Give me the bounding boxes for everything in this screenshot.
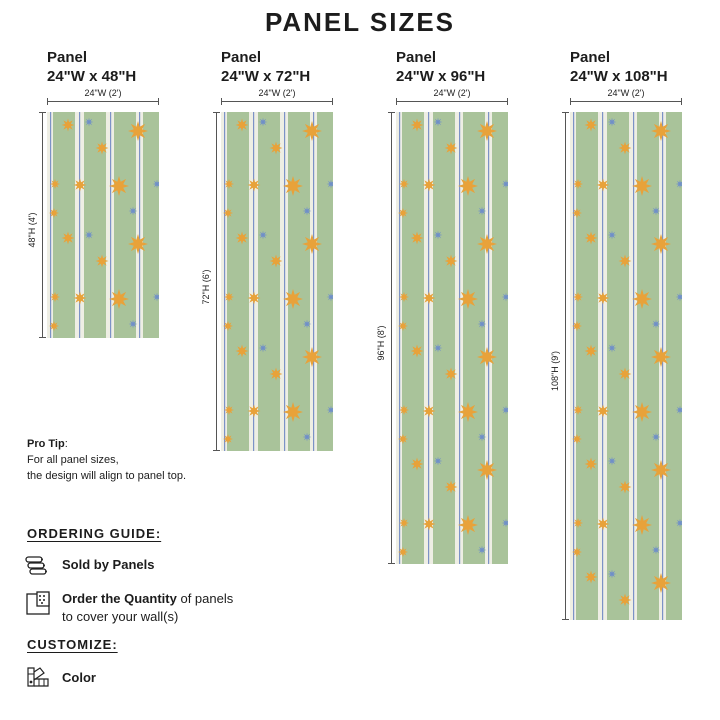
blue-star	[303, 320, 312, 329]
blue-star	[259, 231, 268, 240]
orange-star	[398, 321, 408, 331]
green-stripe	[227, 112, 249, 451]
orange-star	[74, 179, 87, 192]
panel-1-height-dimension	[27, 112, 45, 338]
panel-4-width-label: 24"W (2')	[607, 88, 645, 98]
blue-star	[608, 570, 617, 579]
blue-star	[608, 344, 617, 353]
orange-star	[458, 176, 478, 196]
orange-star	[632, 402, 652, 422]
orange-star	[411, 345, 424, 358]
panel-2-heading	[221, 48, 310, 86]
blue-pinstripe	[253, 112, 254, 451]
orange-star	[445, 481, 458, 494]
orange-star	[236, 119, 249, 132]
order-quantity-line-2: to cover your wall(s)	[62, 609, 179, 624]
panel-1-width-label: 24"W (2')	[84, 88, 122, 98]
blue-pinstripe	[488, 112, 489, 564]
orange-star	[248, 292, 261, 305]
panel-1-pattern	[47, 112, 159, 338]
panel-3-width-dimension	[396, 90, 508, 104]
blue-pinstripe	[50, 112, 51, 338]
panel-2-width-label: 24"W (2')	[258, 88, 296, 98]
orange-star	[399, 179, 409, 189]
blue-star	[434, 231, 443, 240]
blue-pinstripe	[399, 112, 400, 564]
orange-star	[270, 142, 283, 155]
orange-star	[423, 405, 436, 418]
orange-star	[572, 547, 582, 557]
panel-4-size: 24"W x 108"H	[570, 68, 668, 85]
orange-star	[96, 255, 109, 268]
orange-star	[398, 208, 408, 218]
blue-pinstripe	[459, 112, 460, 564]
color-swatch-icon	[24, 664, 52, 694]
pro-tip: Pro Tip: For all panel sizes, the design will align to panel top.	[27, 438, 186, 482]
panel-2-pattern	[221, 112, 333, 451]
orange-star	[573, 518, 583, 528]
orange-star	[398, 547, 408, 557]
orange-star	[411, 458, 424, 471]
order-quantity-line-1	[62, 590, 233, 607]
orange-star	[302, 234, 322, 254]
order-quantity-rest: of panels	[176, 591, 234, 606]
blue-star	[608, 118, 617, 127]
order-quantity-bold: Order the Quantity	[62, 591, 177, 606]
orange-star	[224, 179, 234, 189]
orange-star	[477, 234, 497, 254]
orange-star	[283, 176, 303, 196]
orange-star	[632, 515, 652, 535]
green-stripe	[492, 112, 508, 564]
orange-star	[573, 292, 583, 302]
orange-star	[128, 234, 148, 254]
orange-star	[224, 405, 234, 415]
orange-star	[477, 121, 497, 141]
orange-star	[445, 368, 458, 381]
panel-1-size: 24"W x 48"H	[47, 68, 137, 85]
sold-by-panels-text: Sold by Panels	[62, 557, 155, 572]
panel-2-size: 24"W x 72"H	[221, 68, 311, 85]
green-stripe	[288, 112, 310, 451]
orange-star	[619, 142, 632, 155]
blue-star	[652, 546, 661, 555]
orange-star	[619, 368, 632, 381]
orange-star	[224, 292, 234, 302]
order-quantity-row	[24, 589, 284, 625]
orange-star	[96, 142, 109, 155]
orange-star	[651, 573, 671, 593]
orange-star	[477, 347, 497, 367]
green-stripe	[402, 112, 424, 564]
panel-3-pattern	[396, 112, 508, 564]
panel-3-height-dimension	[376, 112, 394, 564]
orange-star	[248, 179, 261, 192]
panel-1-height-label: 48"H (4')	[27, 212, 37, 248]
orange-star	[619, 481, 632, 494]
blue-star	[608, 231, 617, 240]
orange-star	[651, 347, 671, 367]
panel-2-preview	[221, 112, 333, 451]
blue-star	[85, 231, 94, 240]
blue-star	[652, 320, 661, 329]
orange-star	[398, 434, 408, 444]
blue-star	[434, 118, 443, 127]
panel-3-heading	[396, 48, 485, 86]
green-stripe	[433, 112, 455, 564]
blue-star	[434, 457, 443, 466]
orange-star	[572, 321, 582, 331]
panel-4-height-label: 108"H (9')	[550, 351, 560, 391]
blue-star	[434, 344, 443, 353]
orange-star	[585, 571, 598, 584]
orange-star	[302, 347, 322, 367]
blue-pinstripe	[284, 112, 285, 451]
panel-2-height-label: 72"H (6')	[201, 269, 211, 304]
panel-1-width-dimension	[47, 90, 159, 104]
pro-tip-line-1: For all panel sizes,	[27, 454, 119, 466]
blue-star	[478, 433, 487, 442]
orange-star	[423, 292, 436, 305]
panel-4-heading	[570, 48, 668, 86]
orange-star	[445, 142, 458, 155]
panel-rolls-icon	[24, 554, 50, 582]
ordering-guide-heading: ORDERING GUIDE:	[27, 526, 162, 541]
orange-star	[399, 518, 409, 528]
panel-4-height-dimension	[550, 112, 568, 620]
blue-pinstripe	[224, 112, 225, 451]
green-stripe	[576, 112, 598, 620]
orange-star	[458, 402, 478, 422]
green-stripe	[666, 112, 682, 620]
orange-star	[50, 292, 60, 302]
panel-1-preview	[47, 112, 159, 338]
pro-tip-heading: Pro Tip	[27, 438, 65, 450]
orange-star	[49, 208, 59, 218]
color-text: Color	[62, 670, 96, 685]
orange-star	[585, 232, 598, 245]
green-stripe	[143, 112, 159, 338]
blue-star	[478, 207, 487, 216]
orange-star	[411, 119, 424, 132]
orange-star	[109, 289, 129, 309]
orange-star	[597, 405, 610, 418]
color-row	[24, 664, 224, 690]
orange-star	[585, 345, 598, 358]
orange-star	[62, 232, 75, 245]
panel-4-label: Panel	[570, 49, 611, 66]
blue-pinstripe	[573, 112, 574, 620]
orange-star	[50, 179, 60, 189]
blue-star	[478, 546, 487, 555]
green-stripe	[607, 112, 629, 620]
orange-star	[597, 179, 610, 192]
blue-star	[259, 118, 268, 127]
orange-star	[283, 289, 303, 309]
orange-star	[236, 345, 249, 358]
blue-pinstripe	[313, 112, 314, 451]
orange-star	[283, 402, 303, 422]
sold-by-panels-row	[24, 554, 224, 578]
orange-star	[632, 289, 652, 309]
green-stripe	[317, 112, 333, 451]
panel-3-preview	[396, 112, 508, 564]
blue-pinstripe	[633, 112, 634, 620]
panel-1-label: Panel	[47, 49, 88, 66]
orange-star	[302, 121, 322, 141]
orange-star	[223, 208, 233, 218]
panel-3-size: 24"W x 96"H	[396, 68, 486, 85]
blue-star	[652, 207, 661, 216]
orange-star	[270, 255, 283, 268]
orange-star	[399, 405, 409, 415]
blue-pinstripe	[110, 112, 111, 338]
orange-star	[423, 179, 436, 192]
panel-4-preview	[570, 112, 682, 620]
orange-star	[651, 234, 671, 254]
orange-star	[458, 515, 478, 535]
orange-star	[619, 594, 632, 607]
orange-star	[585, 119, 598, 132]
panel-3-label: Panel	[396, 49, 437, 66]
orange-star	[585, 458, 598, 471]
blue-star	[608, 457, 617, 466]
customize-heading: CUSTOMIZE:	[27, 637, 118, 652]
orange-star	[223, 321, 233, 331]
blue-star	[85, 118, 94, 127]
orange-star	[458, 289, 478, 309]
orange-star	[619, 255, 632, 268]
orange-star	[423, 518, 436, 531]
orange-star	[49, 321, 59, 331]
orange-star	[651, 121, 671, 141]
orange-star	[477, 460, 497, 480]
orange-star	[248, 405, 261, 418]
blue-star	[652, 433, 661, 442]
orange-star	[109, 176, 129, 196]
blue-star	[129, 207, 138, 216]
orange-star	[572, 434, 582, 444]
orange-star	[573, 179, 583, 189]
orange-star	[651, 460, 671, 480]
blue-star	[478, 320, 487, 329]
orange-star	[399, 292, 409, 302]
green-stripe	[53, 112, 75, 338]
orange-star	[223, 434, 233, 444]
panel-4-width-dimension	[570, 90, 682, 104]
blue-star	[303, 433, 312, 442]
orange-star	[74, 292, 87, 305]
page-title: PANEL SIZES	[264, 7, 456, 37]
blue-pinstripe	[139, 112, 140, 338]
orange-star	[445, 255, 458, 268]
orange-star	[572, 208, 582, 218]
panel-2-height-dimension	[201, 112, 219, 451]
panel-4-pattern	[570, 112, 682, 620]
orange-star	[411, 232, 424, 245]
blue-pinstripe	[662, 112, 663, 620]
blue-star	[129, 320, 138, 329]
panel-2-label: Panel	[221, 49, 262, 66]
orange-star	[270, 368, 283, 381]
orange-star	[597, 518, 610, 531]
orange-star	[62, 119, 75, 132]
panel-2-width-dimension	[221, 90, 333, 104]
panel-1-heading	[47, 48, 136, 86]
orange-star	[236, 232, 249, 245]
orange-star	[128, 121, 148, 141]
pro-tip-line-2: the design will align to panel top.	[27, 470, 186, 482]
green-stripe	[258, 112, 280, 451]
orange-star	[597, 292, 610, 305]
wall-grid-icon	[24, 589, 52, 621]
orange-star	[573, 405, 583, 415]
panel-3-height-label: 96"H (8')	[376, 325, 386, 361]
blue-star	[303, 207, 312, 216]
panel-3-width-label: 24"W (2')	[433, 88, 471, 98]
orange-star	[632, 176, 652, 196]
blue-star	[259, 344, 268, 353]
